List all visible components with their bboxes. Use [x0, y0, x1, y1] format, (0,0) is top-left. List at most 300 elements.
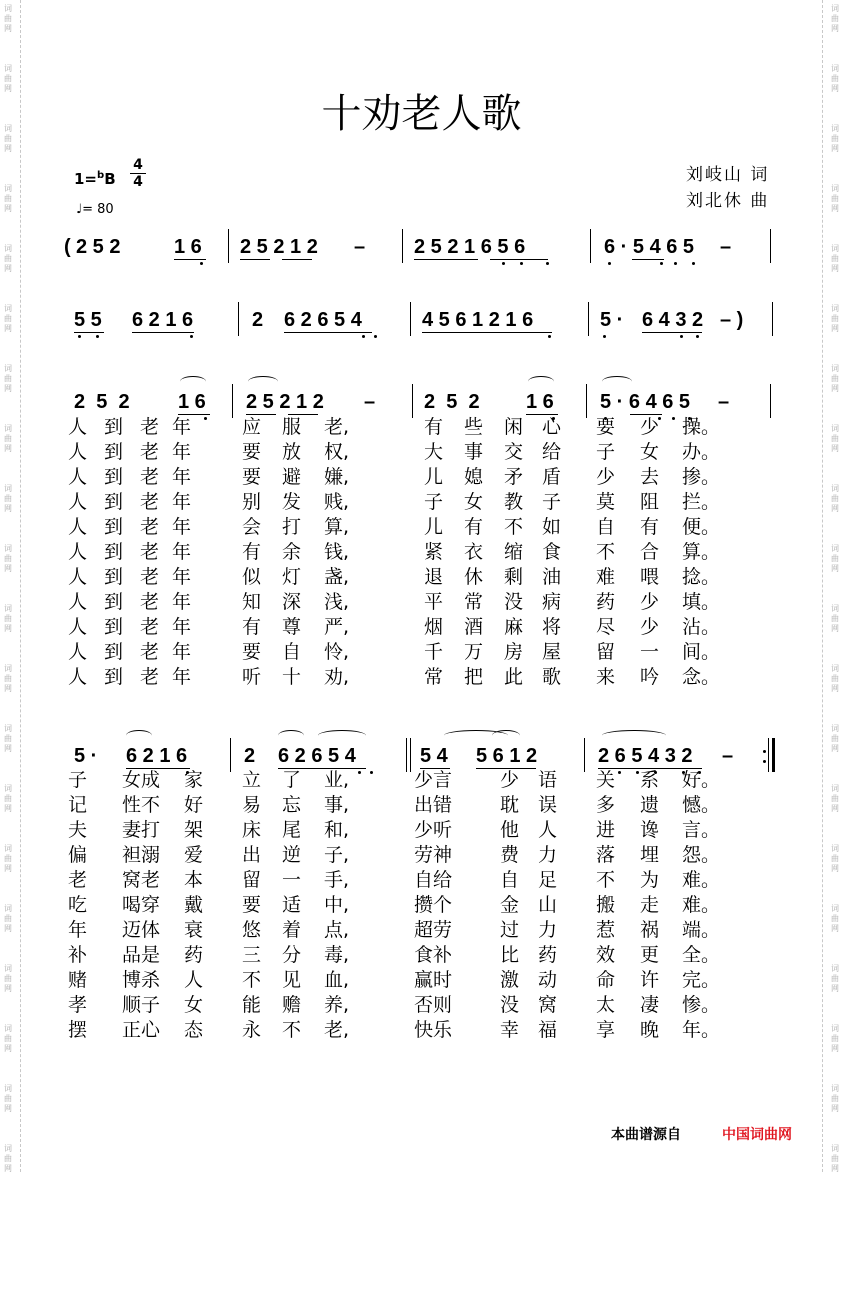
lyric-word: 发	[282, 491, 302, 513]
lyric-word: 年	[172, 466, 192, 488]
lyric-line	[68, 415, 728, 440]
lyric-word: 怨。	[682, 844, 721, 866]
lyric-word: 吟	[640, 666, 660, 688]
watermark-text: 词曲网	[4, 604, 12, 633]
lyric-word: 灯	[282, 566, 302, 588]
lyric-word: 祸	[640, 919, 660, 941]
lyric-word: 人	[68, 591, 88, 613]
lyric-word: 老	[140, 466, 160, 488]
lyric-word: 歌	[542, 666, 562, 688]
lyric-word: 难。	[682, 869, 721, 891]
lyric-word: 家	[184, 769, 204, 791]
lyric-word: 没	[500, 994, 520, 1016]
lyric-line	[68, 515, 728, 540]
lyric-word: 少	[596, 466, 616, 488]
lyric-word: 养,	[324, 994, 350, 1016]
lyric-word: 避	[282, 466, 302, 488]
quarter-note-icon: ♩	[76, 202, 83, 217]
lyric-word: 少	[640, 616, 660, 638]
watermark-text: 词曲网	[4, 4, 12, 33]
watermark-text: 词曲网	[831, 484, 839, 513]
lyric-word: 阻	[640, 491, 660, 513]
lyric-word: 烟	[424, 616, 444, 638]
lyric-word: 着	[282, 919, 302, 941]
lyric-line	[68, 893, 728, 918]
lyric-word: 孝	[68, 994, 88, 1016]
lyric-line	[68, 465, 728, 490]
lyric-word: 命	[596, 969, 616, 991]
watermark-text: 词曲网	[4, 964, 12, 993]
lyric-word: 劝,	[324, 666, 350, 688]
lyric-word: 来	[596, 666, 616, 688]
lyric-word: 一	[640, 641, 660, 663]
lyric-word: 药	[184, 944, 204, 966]
lyric-word: 年。	[682, 1019, 721, 1041]
lyric-word: 好	[184, 794, 204, 816]
watermark-text: 词曲网	[831, 784, 839, 813]
lyric-word: 到	[104, 416, 124, 438]
lyric-word: 人	[68, 516, 88, 538]
site-link[interactable]: 中国词曲网	[722, 1127, 792, 1143]
lyric-word: 十	[282, 666, 302, 688]
source-label: 本曲谱源自	[611, 1127, 681, 1143]
lyric-word: 有	[242, 541, 262, 563]
composer-credit: 刘北休 曲	[686, 191, 770, 211]
lyric-word: 屋	[542, 641, 562, 663]
staff-line-3: 2 5 2 1 6 2 5 2 1 2 – 2 5 2 1 6 5 · 6 4 6 5 –	[62, 384, 782, 420]
lyric-word: 老	[68, 869, 88, 891]
lyric-word: 自	[500, 869, 520, 891]
lyric-word: 操。	[682, 416, 721, 438]
lyric-word: 年	[172, 441, 192, 463]
lyric-word: 人	[68, 566, 88, 588]
lyric-line	[68, 590, 728, 615]
lyric-word: 老	[140, 441, 160, 463]
lyric-word: 权,	[324, 441, 350, 463]
lyric-word: 凄	[640, 994, 660, 1016]
left-margin-line	[20, 0, 21, 1172]
lyric-word: 酒	[464, 616, 484, 638]
lyric-word: 老,	[324, 416, 350, 438]
watermark-text: 词曲网	[831, 184, 839, 213]
lyric-line	[68, 993, 728, 1018]
lyric-word: 幸	[500, 1019, 520, 1041]
lyric-word: 三	[242, 944, 262, 966]
lyric-word: 要	[242, 641, 262, 663]
lyric-word: 少言	[414, 769, 453, 791]
lyric-word: 教	[504, 491, 524, 513]
lyric-word: 赢时	[414, 969, 453, 991]
lyric-word: 老	[140, 616, 160, 638]
watermark-text: 词曲网	[831, 64, 839, 93]
lyric-word: 喝穿	[122, 894, 161, 916]
lyric-line	[68, 943, 728, 968]
lyric-word: 年	[172, 616, 192, 638]
lyric-word: 戴	[184, 894, 204, 916]
staff-line-4: 5 · 6 2 1 6 2 6 2 6 5 4 5 4 5 6 1 2 2 6 5 4 3 2 –	[62, 738, 782, 774]
lyric-word: 食	[542, 541, 562, 563]
lyric-word: 盾	[542, 466, 562, 488]
lyric-word: 老,	[324, 1019, 350, 1041]
lyric-word: 人	[68, 466, 88, 488]
lyric-word: 人	[68, 491, 88, 513]
lyric-word: 严,	[324, 616, 350, 638]
lyric-line	[68, 665, 728, 690]
lyric-word: 要	[242, 466, 262, 488]
lyric-word: 钱,	[324, 541, 350, 563]
lyric-word: 年	[172, 591, 192, 613]
lyric-word: 憾。	[682, 794, 721, 816]
lyric-word: 他	[500, 819, 520, 841]
lyric-word: 大	[424, 441, 444, 463]
lyric-word: 尾	[282, 819, 302, 841]
lyric-word: 享	[596, 1019, 616, 1041]
lyric-word: 惨。	[682, 994, 721, 1016]
lyric-word: 年	[172, 641, 192, 663]
lyric-word: 有	[424, 416, 444, 438]
lyric-word: 食补	[414, 944, 453, 966]
lyric-word: 似	[242, 566, 262, 588]
lyric-word: 交	[504, 441, 524, 463]
watermark-text: 词曲网	[4, 1084, 12, 1113]
lyric-word: 一	[282, 869, 302, 891]
lyric-word: 念。	[682, 666, 721, 688]
lyric-word: 心	[542, 416, 562, 438]
lyric-word: 态	[184, 1019, 204, 1041]
lyric-word: 事,	[324, 794, 350, 816]
lyric-word: 到	[104, 466, 124, 488]
lyric-line	[68, 868, 728, 893]
watermark-text: 词曲网	[831, 244, 839, 273]
lyric-word: 性不	[122, 794, 161, 816]
watermark-text: 词曲网	[4, 904, 12, 933]
lyric-line	[68, 768, 728, 793]
lyric-word: 爱	[184, 844, 204, 866]
lyric-word: 儿	[424, 516, 444, 538]
lyric-word: 能	[242, 994, 262, 1016]
lyric-word: 误	[538, 794, 558, 816]
lyric-word: 系	[640, 769, 660, 791]
lyric-word: 算。	[682, 541, 721, 563]
lyric-word: 女成	[122, 769, 161, 791]
lyric-word: 太	[596, 994, 616, 1016]
lyric-word: 年	[172, 491, 192, 513]
watermark-text: 词曲网	[4, 244, 12, 273]
watermark-text: 词曲网	[831, 664, 839, 693]
lyric-word: 有	[640, 516, 660, 538]
lyric-word: 儿	[424, 466, 444, 488]
lyric-word: 不	[596, 541, 616, 563]
lyric-word: 到	[104, 566, 124, 588]
lyric-word: 千	[424, 641, 444, 663]
lyric-word: 人	[68, 666, 88, 688]
watermark-text: 词曲网	[4, 364, 12, 393]
lyric-word: 人	[68, 641, 88, 663]
lyric-word: 摆	[68, 1019, 88, 1041]
lyric-word: 子	[68, 769, 88, 791]
lyric-word: 应	[242, 416, 262, 438]
lyric-word: 袒溺	[122, 844, 161, 866]
watermark-text: 词曲网	[4, 64, 12, 93]
lyric-word: 关	[596, 769, 616, 791]
lyric-word: 老	[140, 641, 160, 663]
lyric-word: 点,	[324, 919, 350, 941]
lyric-word: 拦。	[682, 491, 721, 513]
lyric-word: 年	[68, 919, 88, 941]
watermark-text: 词曲网	[4, 484, 12, 513]
lyric-word: 手,	[324, 869, 350, 891]
watermark-text: 词曲网	[4, 184, 12, 213]
lyric-word: 耽	[500, 794, 520, 816]
lyric-word: 适	[282, 894, 302, 916]
lyric-word: 赡	[282, 994, 302, 1016]
lyric-word: 否则	[414, 994, 453, 1016]
lyric-word: 些	[464, 416, 484, 438]
lyric-word: 见	[282, 969, 302, 991]
lyric-word: 女	[184, 994, 204, 1016]
lyric-word: 衰	[184, 919, 204, 941]
lyric-word: 人	[68, 541, 88, 563]
lyric-word: 药	[596, 591, 616, 613]
lyric-word: 比	[500, 944, 520, 966]
lyric-word: 激	[500, 969, 520, 991]
watermark-text: 词曲网	[831, 1024, 839, 1053]
lyric-word: 给	[542, 441, 562, 463]
lyric-word: 万	[464, 641, 484, 663]
lyric-word: 病	[542, 591, 562, 613]
lyric-word: 退	[424, 566, 444, 588]
lyric-word: 缩	[504, 541, 524, 563]
lyric-word: 过	[500, 919, 520, 941]
lyric-word: 老	[140, 516, 160, 538]
lyric-word: 快乐	[414, 1019, 453, 1041]
lyric-word: 喂	[640, 566, 660, 588]
watermark-text: 词曲网	[831, 844, 839, 873]
lyric-word: 悠	[242, 919, 262, 941]
lyric-word: 老	[140, 666, 160, 688]
lyric-word: 好。	[682, 769, 721, 791]
lyric-word: 掺。	[682, 466, 721, 488]
lyric-line	[68, 490, 728, 515]
lyric-word: 易	[242, 794, 262, 816]
lyric-word: 顺子	[122, 994, 161, 1016]
lyric-word: 常	[424, 666, 444, 688]
lyric-word: 闲	[504, 416, 524, 438]
lyric-word: 不	[282, 1019, 302, 1041]
lyric-word: 放	[282, 441, 302, 463]
lyric-word: 女	[640, 441, 660, 463]
lyric-word: 出错	[414, 794, 453, 816]
lyric-word: 麻	[504, 616, 524, 638]
lyric-word: 到	[104, 591, 124, 613]
lyric-word: 紧	[424, 541, 444, 563]
lyric-word: 窝老	[122, 869, 161, 891]
lyric-word: 间。	[682, 641, 721, 663]
lyric-word: 吃	[68, 894, 88, 916]
lyric-word: 会	[242, 516, 262, 538]
lyric-word: 老	[140, 591, 160, 613]
lyric-word: 人	[68, 416, 88, 438]
lyric-word: 不	[596, 869, 616, 891]
lyric-word: 余	[282, 541, 302, 563]
lyric-word: 没	[504, 591, 524, 613]
lyric-word: 沾。	[682, 616, 721, 638]
lyric-word: 年	[172, 541, 192, 563]
lyric-word: 剩	[504, 566, 524, 588]
lyric-word: 到	[104, 641, 124, 663]
lyric-word: 常	[464, 591, 484, 613]
lyric-word: 矛	[504, 466, 524, 488]
lyric-line	[68, 843, 728, 868]
lyric-word: 留	[242, 869, 262, 891]
lyric-line	[68, 1018, 728, 1043]
lyric-word: 浅,	[324, 591, 350, 613]
lyric-line	[68, 615, 728, 640]
lyric-word: 盏,	[324, 566, 350, 588]
lyric-word: 超劳	[414, 919, 453, 941]
watermark-text: 词曲网	[4, 304, 12, 333]
lyric-word: 油	[542, 566, 562, 588]
lyric-word: 难	[596, 566, 616, 588]
lyric-word: 博杀	[122, 969, 161, 991]
lyric-word: 完。	[682, 969, 721, 991]
lyric-word: 听	[242, 666, 262, 688]
lyric-word: 夫	[68, 819, 88, 841]
lyric-word: 深	[282, 591, 302, 613]
lyric-word: 到	[104, 616, 124, 638]
lyric-word: 要	[596, 416, 616, 438]
lyric-word: 人	[68, 616, 88, 638]
lyric-word: 事	[464, 441, 484, 463]
lyric-word: 老	[140, 416, 160, 438]
lyric-word: 房	[504, 641, 524, 663]
lyric-word: 惹	[596, 919, 616, 941]
lyric-word: 费	[500, 844, 520, 866]
lyric-word: 要	[242, 441, 262, 463]
lyric-word: 本	[184, 869, 204, 891]
watermark-text: 词曲网	[4, 784, 12, 813]
watermark-text: 词曲网	[831, 4, 839, 33]
lyric-word: 效	[596, 944, 616, 966]
lyric-word: 立	[242, 769, 262, 791]
lyric-word: 补	[68, 944, 88, 966]
lyric-word: 人	[538, 819, 558, 841]
lyric-word: 力	[538, 844, 558, 866]
watermark-text: 词曲网	[4, 724, 12, 753]
lyric-word: 福	[538, 1019, 558, 1041]
lyric-word: 劳神	[414, 844, 453, 866]
lyric-word: 药	[538, 944, 558, 966]
lyric-line	[68, 540, 728, 565]
lyric-word: 年	[172, 416, 192, 438]
lyric-word: 如	[542, 516, 562, 538]
lyric-word: 捻。	[682, 566, 721, 588]
lyric-word: 床	[242, 819, 262, 841]
lyric-word: 子	[424, 491, 444, 513]
watermark-text: 词曲网	[4, 844, 12, 873]
lyric-word: 媳	[464, 466, 484, 488]
lyric-word: 少	[500, 769, 520, 791]
lyric-word: 打	[282, 516, 302, 538]
lyric-word: 架	[184, 819, 204, 841]
lyric-word: 便。	[682, 516, 721, 538]
lyric-word: 把	[464, 666, 484, 688]
lyric-word: 要	[242, 894, 262, 916]
lyric-line	[68, 918, 728, 943]
lyric-word: 贱,	[324, 491, 350, 513]
watermark-text: 词曲网	[4, 1144, 12, 1173]
watermark-text: 词曲网	[831, 544, 839, 573]
watermark-text: 词曲网	[831, 1144, 839, 1173]
lyric-line	[68, 565, 728, 590]
lyric-word: 山	[538, 894, 558, 916]
lyricist-credit: 刘岐山 词	[686, 165, 770, 185]
lyric-word: 妻打	[122, 819, 161, 841]
lyric-word: 搬	[596, 894, 616, 916]
tempo-marking: ♩= 80	[76, 202, 114, 217]
lyric-word: 自给	[414, 869, 453, 891]
lyric-word: 算,	[324, 516, 350, 538]
lyric-word: 女	[464, 491, 484, 513]
lyric-word: 记	[68, 794, 88, 816]
lyric-word: 窝	[538, 994, 558, 1016]
lyric-word: 子,	[324, 844, 350, 866]
lyric-word: 别	[242, 491, 262, 513]
lyric-word: 不	[242, 969, 262, 991]
lyric-word: 为	[640, 869, 660, 891]
lyric-word: 填。	[682, 591, 721, 613]
lyric-word: 年	[172, 566, 192, 588]
lyric-word: 有	[242, 616, 262, 638]
lyric-word: 合	[640, 541, 660, 563]
lyric-word: 尊	[282, 616, 302, 638]
lyric-word: 嫌,	[324, 466, 350, 488]
lyric-word: 自	[596, 516, 616, 538]
lyric-word: 了	[282, 769, 302, 791]
lyric-word: 少听	[414, 819, 453, 841]
lyric-word: 血,	[324, 969, 350, 991]
lyric-word: 到	[104, 491, 124, 513]
lyric-word: 忘	[282, 794, 302, 816]
right-margin-line	[822, 0, 823, 1172]
lyric-word: 尽	[596, 616, 616, 638]
lyric-line	[68, 968, 728, 993]
lyric-word: 走	[640, 894, 660, 916]
lyric-word: 到	[104, 516, 124, 538]
lyric-word: 正心	[122, 1019, 161, 1041]
lyric-word: 更	[640, 944, 660, 966]
watermark-text: 词曲网	[831, 364, 839, 393]
staff-line-1: ( 2 5 2 1 6 2 5 2 1 2 – 2 5 2 1 6 5 6 6 · 5 4 6 5 –	[62, 229, 782, 265]
lyric-word: 老	[140, 541, 160, 563]
lyric-word: 业,	[324, 769, 350, 791]
lyric-word: 有	[464, 516, 484, 538]
lyric-word: 落	[596, 844, 616, 866]
key-signature: 1=$^b$B	[74, 170, 116, 188]
lyric-word: 到	[104, 666, 124, 688]
lyric-word: 去	[640, 466, 660, 488]
lyric-word: 中,	[324, 894, 350, 916]
lyric-word: 人	[184, 969, 204, 991]
lyric-word: 埋	[640, 844, 660, 866]
watermark-text: 词曲网	[831, 424, 839, 453]
lyric-word: 少	[640, 591, 660, 613]
lyric-word: 谗	[640, 819, 660, 841]
lyric-word: 和,	[324, 819, 350, 841]
song-title: 十劝老人歌	[321, 91, 522, 137]
lyric-word: 永	[242, 1019, 262, 1041]
watermark-text: 词曲网	[831, 304, 839, 333]
